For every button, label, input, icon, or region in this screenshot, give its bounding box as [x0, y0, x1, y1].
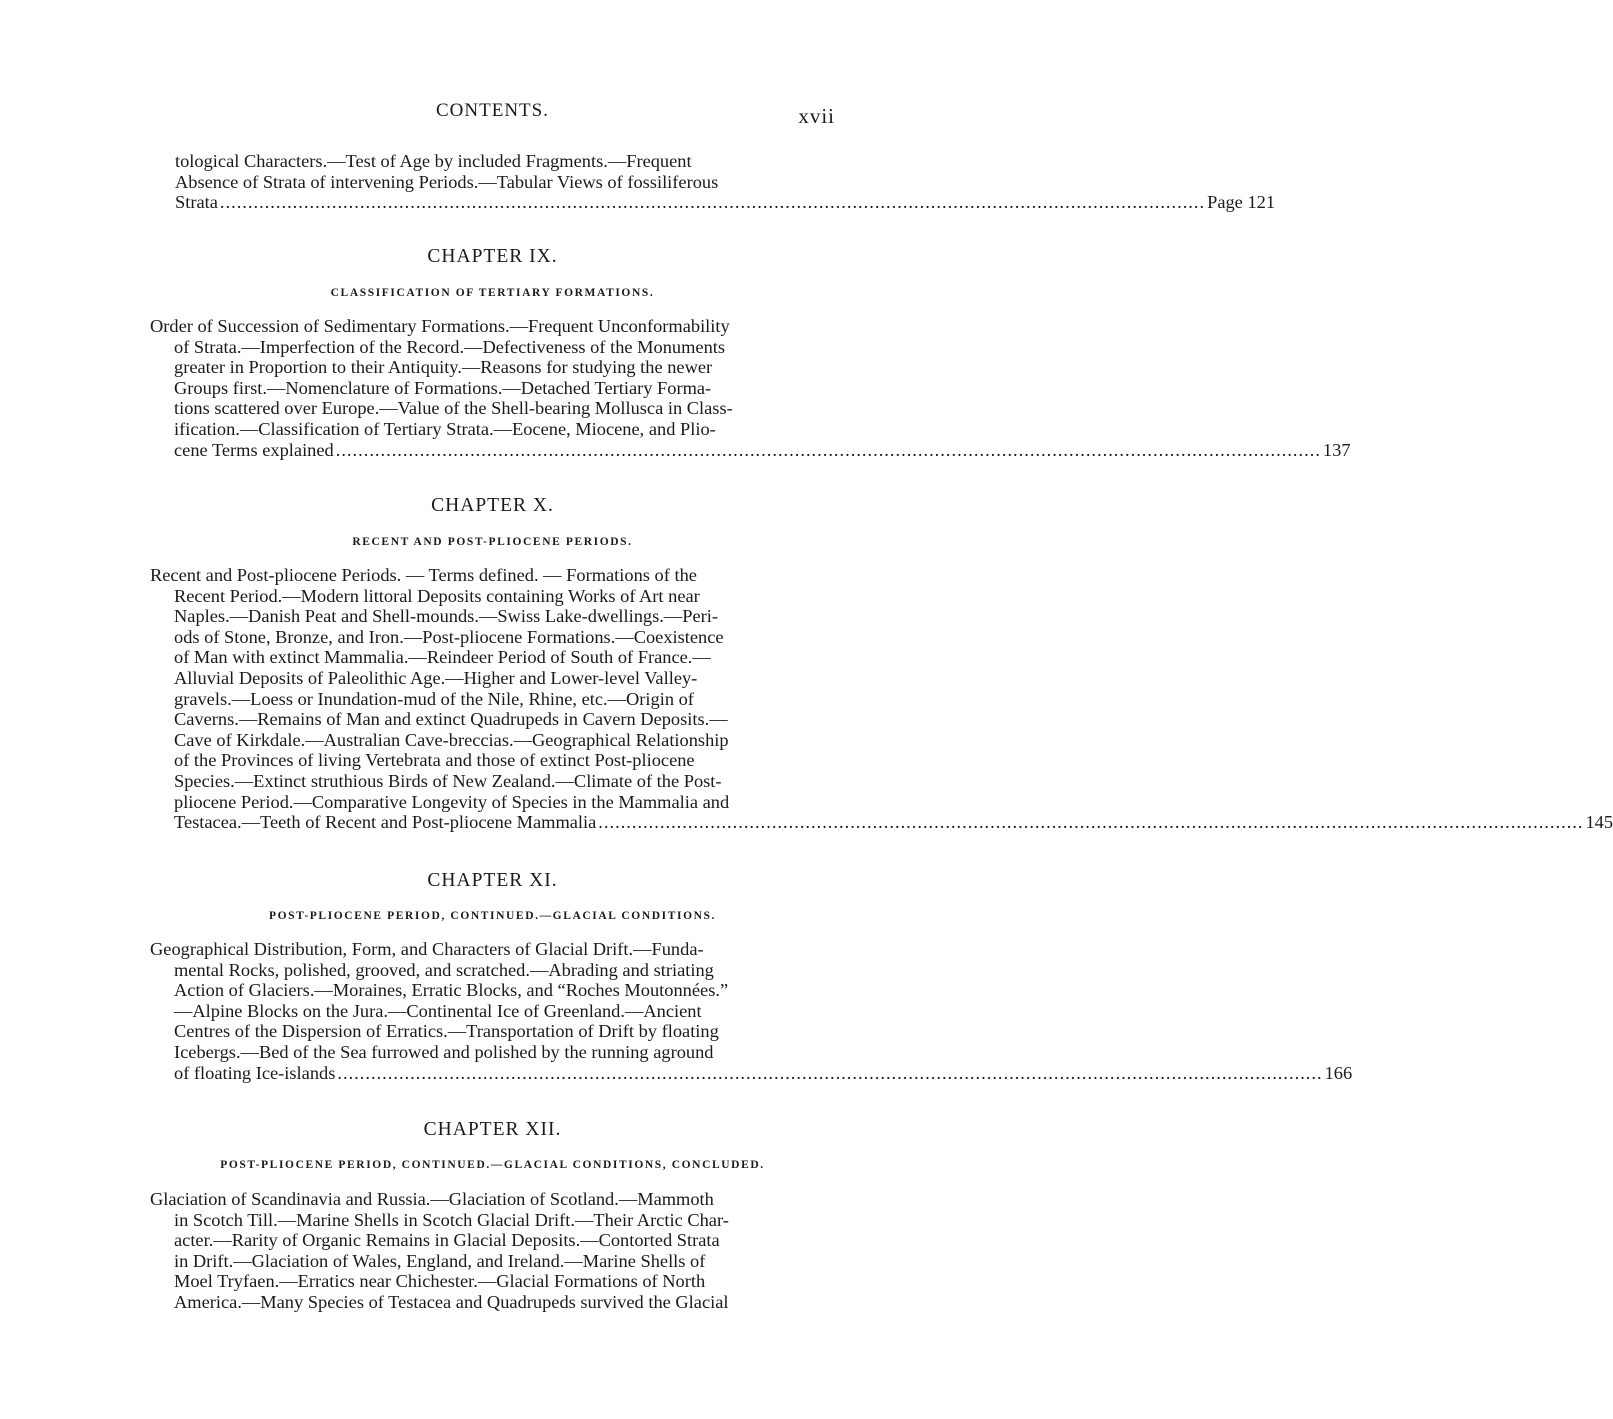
page-reference: Page 121 [1207, 192, 1276, 213]
entry-line: mental Rocks, polished, grooved, and scratched.—Abrading and striating [174, 959, 714, 980]
entry-line: in Drift.—Glaciation of Wales, England, and Ireland.—Marine Shells of [174, 1250, 706, 1271]
entry-line: Centres of the Dispersion of Erratics.—Transportation of Drift by floating [174, 1021, 719, 1042]
entry-line: Strata [175, 192, 218, 213]
chapter-summary [150, 316, 1351, 460]
entry-last-line [150, 439, 1351, 461]
chapter-summary [150, 565, 1613, 833]
chapter-subtitle: CLASSIFICATION OF TERTIARY FORMATIONS. [330, 287, 655, 299]
chapter-subtitle: POST-PLIOCENE PERIOD, CONTINUED.—GLACIAL CONDITIONS. [268, 910, 716, 922]
entry-line: Cave of Kirkdale.—Australian Cave-breccias.—Geographical Relationship [174, 729, 729, 750]
entry-line: Action of Glaciers.—Moraines, Erratic Blocks, and “Roches Moutonnées.” [174, 980, 729, 1001]
entry-line: Testacea.—Teeth of Recent and Post-pliocene Mammalia [174, 812, 597, 833]
chapter-subtitle: POST-PLIOCENE PERIOD, CONTINUED.—GLACIAL CONDITIONS, CONCLUDED. [220, 1159, 765, 1171]
continued-entry [175, 151, 1276, 213]
running-head [150, 100, 835, 128]
entry-line: of Man with extinct Mammalia.—Reindeer Period of South of France.— [174, 647, 711, 668]
entry-line: gravels.—Loess or Inundation-mud of the Nile, Rhine, etc.—Origin of [174, 688, 694, 709]
entry-line: Alluvial Deposits of Paleolithic Age.—Higher and Lower-level Valley- [174, 667, 698, 688]
entry-line: in Scotch Till.—Marine Shells in Scotch Glacial Drift.—Their Arctic Char- [174, 1209, 729, 1230]
page-number: xvii [798, 104, 835, 128]
entry-line: Recent Period.—Modern littoral Deposits containing Works of Art near [174, 585, 700, 606]
entry-line: Glaciation of Scandinavia and Russia.—Glaciation of Scotland.—Mammoth [150, 1189, 714, 1209]
entry-line: ods of Stone, Bronze, and Iron.—Post-pliocene Formations.—Coexistence [174, 626, 724, 647]
entry-line: Absence of Strata of intervening Periods.—Tabular Views of fossiliferous [175, 171, 719, 192]
entry-line: —Alpine Blocks on the Jura.—Continental Ice of Greenland.—Ancient [174, 1000, 702, 1021]
chapter-summary [150, 939, 1353, 1083]
entry-line: Moel Tryfaen.—Erratics near Chichester.—Glacial Formations of North [174, 1271, 706, 1292]
entry-last-line [150, 1062, 1353, 1084]
chapter-heading: CHAPTER XII. [423, 1119, 562, 1140]
dot-leader: ................................................................................................................................................................................ [219, 192, 1206, 213]
page-reference: 145 [1585, 812, 1613, 833]
page-reference: 166 [1324, 1062, 1353, 1083]
chapter-heading: CHAPTER X. [431, 495, 554, 516]
chapter-subtitle: RECENT AND POST-PLIOCENE PERIODS. [352, 536, 633, 548]
chapter-heading: CHAPTER XI. [427, 870, 558, 891]
entry-last-line [175, 192, 1276, 213]
dot-leader: ................................................................................................................................................................................ [337, 1062, 1323, 1083]
entry-line: Order of Succession of Sedimentary Formations.—Frequent Unconformability [150, 316, 730, 336]
entry-line: pliocene Period.—Comparative Longevity of Species in the Mammalia and [174, 791, 730, 812]
chapter-summary [150, 1189, 835, 1313]
entry-last-line [150, 812, 1613, 833]
entry-line: cene Terms explained [174, 439, 334, 460]
dot-leader: ................................................................................................................................................................................ [335, 439, 1321, 460]
entry-line: Naples.—Danish Peat and Shell-mounds.—Swiss Lake-dwellings.—Peri- [174, 606, 718, 627]
entry-line: America.—Many Species of Testacea and Quadrupeds survived the Glacial [174, 1291, 729, 1312]
entry-line: Icebergs.—Bed of the Sea furrowed and polished by the running aground [174, 1041, 714, 1062]
entry-line: greater in Proportion to their Antiquity.—Reasons for studying the newer [174, 357, 713, 378]
entry-line: Caverns.—Remains of Man and extinct Quadrupeds in Cavern Deposits.— [174, 709, 728, 730]
entry-line: Species.—Extinct struthious Birds of New Zealand.—Climate of the Post- [174, 770, 722, 791]
chapter-heading: CHAPTER IX. [427, 246, 558, 267]
entry-line: Recent and Post-pliocene Periods. — Terms defined. — Formations of the [150, 565, 697, 585]
dot-leader: ................................................................................................................................................................................ [598, 812, 1584, 833]
entry-line: of Strata.—Imperfection of the Record.—Defectiveness of the Monuments [174, 336, 726, 357]
entry-line: tions scattered over Europe.—Value of the Shell-bearing Mollusca in Class- [174, 398, 733, 419]
entry-line: of floating Ice-islands [174, 1062, 336, 1083]
entry-line: of the Provinces of living Vertebrata and those of extinct Post-pliocene [174, 750, 695, 771]
entry-line: Groups first.—Nomenclature of Formations.—Detached Tertiary Forma- [174, 377, 712, 398]
entry-line: Geographical Distribution, Form, and Characters of Glacial Drift.—Funda- [150, 939, 704, 959]
entry-line: ification.—Classification of Tertiary Strata.—Eocene, Miocene, and Plio- [174, 418, 716, 439]
entry-line: acter.—Rarity of Organic Remains in Glacial Deposits.—Contorted Strata [174, 1230, 720, 1251]
page-reference: 137 [1322, 439, 1351, 460]
page-title: CONTENTS. [436, 100, 549, 121]
entry-line: tological Characters.—Test of Age by included Fragments.—Frequent [175, 151, 692, 171]
